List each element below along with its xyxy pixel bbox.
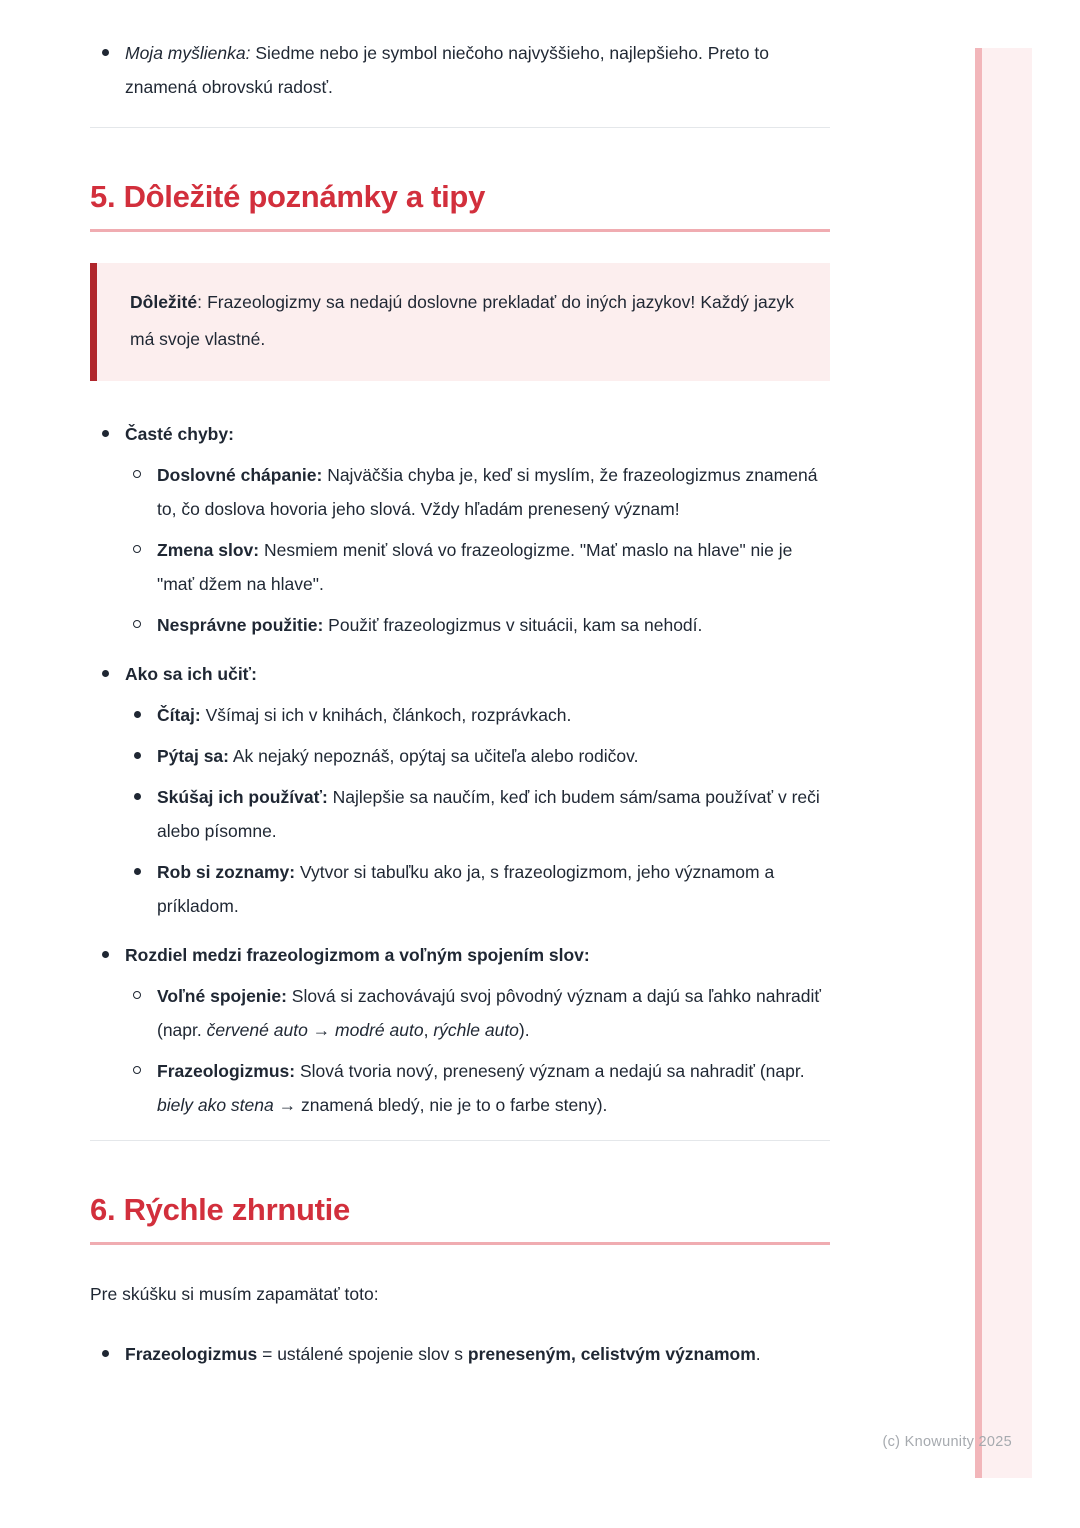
sub-item-lead: Zmena slov:	[157, 540, 260, 560]
sub-item-text: Všímaj si ich v knihách, článkoch, rozprávkach.	[200, 705, 572, 725]
sub-list-item	[125, 855, 830, 923]
important-callout	[90, 263, 830, 381]
sub-item-text: Ak nejaký nepoznáš, opýtaj sa učiteľa alebo rodičov.	[228, 746, 639, 766]
sub-list-item	[125, 780, 830, 848]
list-item-label: Časté chyby:	[125, 424, 234, 444]
document-content	[90, 0, 830, 1371]
sub-list-ako-sa-ich-ucit	[125, 698, 830, 923]
summary-intro: Pre skúšku si musím zapamätať toto:	[90, 1284, 379, 1304]
example-phrase: rýchle auto	[433, 1020, 519, 1040]
sub-item-lead: Frazeologizmus:	[157, 1061, 296, 1081]
sub-list-item	[125, 1054, 830, 1122]
list-item-label: Ako sa ich učiť:	[125, 664, 257, 684]
callout-body: : Frazeologizmy sa nedajú doslovne prekladať do iných jazykov! Každý jazyk má svoje vlastné.	[130, 292, 794, 349]
section-divider	[90, 1140, 830, 1141]
sub-item-lead: Čítaj:	[157, 705, 201, 725]
sub-list-caste-chyby	[125, 458, 830, 642]
notes-list	[90, 417, 830, 1122]
sub-item-text: ,	[423, 1020, 434, 1040]
sub-item-lead: Voľné spojenie:	[157, 986, 287, 1006]
summary-term: Frazeologizmus	[125, 1344, 258, 1364]
sub-item-lead: Nesprávne použitie:	[157, 615, 324, 635]
sub-item-text: Slová si zachovávajú svoj pôvodný význam a dajú sa ľahko nahradiť (napr.	[157, 986, 821, 1040]
sub-item-lead: Pýtaj sa:	[157, 746, 229, 766]
section-5-heading: 5. Dôležité poznámky a tipy	[90, 178, 830, 232]
section-6-heading: 6. Rýchle zhrnutie	[90, 1191, 830, 1245]
intro-italic-lead: Moja myšlienka:	[125, 43, 251, 63]
list-item-frazeologizmus-summary	[90, 1337, 830, 1371]
arrow-text: →	[307, 1020, 336, 1040]
sub-list-item	[125, 458, 830, 526]
sub-item-text: ).	[518, 1020, 530, 1040]
example-phrase: červené auto	[206, 1020, 308, 1040]
callout-text	[130, 284, 794, 358]
sub-list-item	[125, 608, 830, 642]
intro-text: Siedme nebo je symbol niečoho najvyššieho, najlepšieho. Preto to znamená obrovskú radosť.	[125, 43, 769, 97]
intro-bullet-list	[90, 36, 830, 104]
sub-item-text: Vytvor si tabuľku ako ja, s frazeologizmom, jeho významom a príkladom.	[157, 862, 775, 916]
sub-list-rozdiel	[125, 979, 830, 1122]
list-item-rozdiel	[90, 938, 830, 1122]
sub-item-text: Slová tvoria nový, prenesený význam a nedajú sa nahradiť (napr.	[295, 1061, 805, 1081]
example-phrase: biely ako stena	[157, 1095, 274, 1115]
list-item-caste-chyby	[90, 417, 830, 642]
copyright-watermark: (c) Knowunity 2025	[882, 1434, 1012, 1450]
list-item-ako-sa-ich-ucit	[90, 657, 830, 923]
sub-list-item	[125, 533, 830, 601]
summary-text: .	[755, 1344, 761, 1364]
sub-item-lead: Rob si zoznamy:	[157, 862, 296, 882]
sub-item-text: → znamená bledý, nie je to o farbe steny).	[273, 1095, 608, 1115]
sub-list-item	[125, 698, 830, 732]
sub-list-item	[125, 979, 830, 1047]
sub-item-lead: Doslovné chápanie:	[157, 465, 323, 485]
section-divider	[90, 127, 830, 128]
sub-list-item	[125, 739, 830, 773]
list-item-label: Rozdiel medzi frazeologizmom a voľným spojením slov:	[125, 945, 590, 965]
right-margin-stripe	[975, 48, 1032, 1478]
example-phrase: modré auto	[335, 1020, 424, 1040]
list-item-moja-myslienka	[90, 36, 830, 104]
sub-item-text: Použiť frazeologizmus v situácii, kam sa nehodí.	[323, 615, 703, 635]
sub-item-text: Najväčšia chyba je, keď si myslím, že frazeologizmus znamená to, čo doslova hovoria jeho slová. Vždy hľadám prenesený význam!	[157, 465, 818, 519]
sub-item-text: Nesmiem meniť slová vo frazeologizme. "Mať maslo na hlave" nie je "mať džem na hlave".	[157, 540, 793, 594]
summary-list	[90, 1337, 830, 1371]
summary-text: = ustálené spojenie slov s	[257, 1344, 468, 1364]
sub-item-lead: Skúšaj ich používať:	[157, 787, 328, 807]
sub-item-text: Najlepšie sa naučím, keď ich budem sám/sama používať v reči alebo písomne.	[157, 787, 820, 841]
summary-emphasis: preneseným, celistvým významom	[467, 1344, 756, 1364]
callout-lead: Dôležité	[130, 292, 198, 312]
